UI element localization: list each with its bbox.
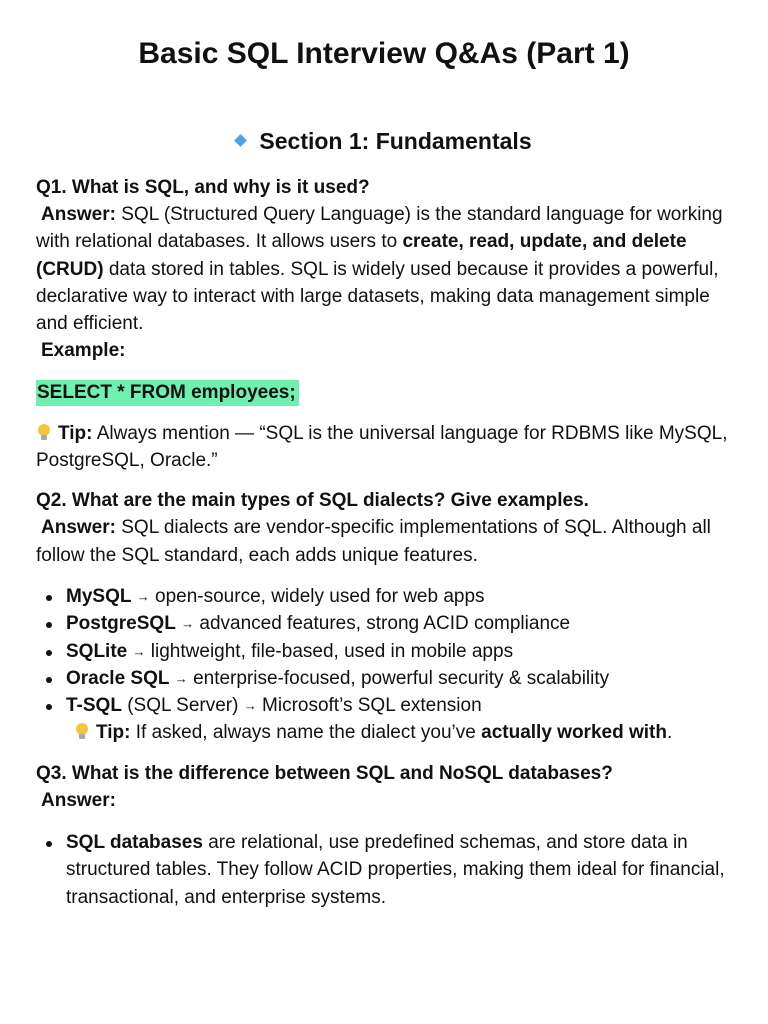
q1-answer-text-1: SQL (Structured Query Language) is the standard language for working with relational databases. It allows users to (36, 204, 723, 253)
blue-diamond-icon (235, 134, 248, 147)
q2-tip-label: Tip: (96, 722, 131, 744)
dialect-name: PostgreSQL (66, 613, 176, 635)
q1-code-row (36, 380, 732, 406)
q1-tip-label: Tip: (58, 422, 93, 444)
q2-answer (36, 514, 732, 569)
q3-answer (36, 787, 732, 814)
db-type-name: SQL databases (66, 832, 203, 854)
q1-answer-text-2: data stored in tables. SQL is widely used because it provides a powerful, declarative way to interact with large datasets, making data management simple and efficient. (36, 258, 719, 335)
dialect-extra: (SQL Server) (121, 695, 239, 717)
q1-code-snippet: SELECT * FROM employees; (36, 380, 299, 406)
list-item (66, 692, 732, 719)
q2-dialect-list (36, 583, 732, 719)
dialect-desc: open-source, widely used for web apps (155, 585, 485, 607)
list-item (66, 583, 732, 610)
q2-block (36, 487, 732, 746)
q2-answer-text: SQL dialects are vendor-specific implementations of SQL. Although all follow the SQL standard, each adds unique features. (36, 517, 711, 566)
lightbulb-icon (74, 722, 90, 740)
dialect-name: T-SQL (66, 695, 122, 717)
q1-tip-text: Always mention — “SQL is the universal language for RDBMS like MySQL, PostgreSQL, Oracle.” (36, 422, 728, 472)
q1-tip (36, 420, 732, 475)
q2-tip (36, 719, 732, 746)
list-item (66, 665, 732, 692)
dialect-name: SQLite (66, 640, 128, 662)
dialect-name: Oracle SQL (66, 667, 170, 689)
arrow-icon: → (243, 698, 257, 714)
q1-example (36, 337, 732, 364)
q1-answer (36, 201, 732, 337)
q2-tip-bold: actually worked with (481, 722, 667, 744)
list-item (66, 610, 732, 637)
q2-tip-text: If asked, always name the dialect you’ve (130, 722, 482, 744)
q2-tip-end: . (666, 722, 673, 744)
dialect-desc: enterprise-focused, powerful security & scalability (193, 667, 610, 689)
arrow-icon: → (181, 616, 195, 632)
q1-block (36, 174, 732, 474)
page-title: Basic SQL Interview Q&As (Part 1) (138, 37, 630, 70)
q3-block (36, 760, 732, 911)
db-type-desc: are relational, use predefined schemas, and store data in structured tables. They follow ACID properties, making them ideal for financial, transactional, and enterprise systems. (66, 832, 725, 908)
dialect-desc: lightweight, file-based, used in mobile apps (150, 640, 514, 662)
arrow-icon: → (174, 670, 188, 686)
arrow-icon: → (132, 643, 146, 659)
list-item (66, 638, 732, 665)
q1-answer-label: Answer: (41, 204, 116, 225)
q1-question: Q1. What is SQL, and why is it used? (36, 177, 370, 198)
q3-question: Q3. What is the difference between SQL and NoSQL databases? (36, 762, 613, 784)
q3-list (36, 829, 732, 911)
list-item (66, 829, 732, 911)
q2-answer-label: Answer: (41, 517, 116, 539)
q1-example-label: Example: (41, 340, 126, 362)
section-heading (36, 126, 732, 156)
q1-answer-bold: create, read, update, and delete (CRUD) (36, 231, 687, 280)
lightbulb-icon (36, 423, 52, 441)
arrow-icon: → (136, 588, 150, 604)
dialect-name: MySQL (66, 585, 132, 607)
dialect-desc: Microsoft’s SQL extension (262, 695, 482, 717)
q3-answer-label: Answer: (41, 789, 116, 811)
q2-question: Q2. What are the main types of SQL dialects? Give examples. (36, 490, 589, 512)
dialect-desc: advanced features, strong ACID compliance (199, 613, 571, 635)
section-label: Section 1: Fundamentals (259, 128, 532, 154)
